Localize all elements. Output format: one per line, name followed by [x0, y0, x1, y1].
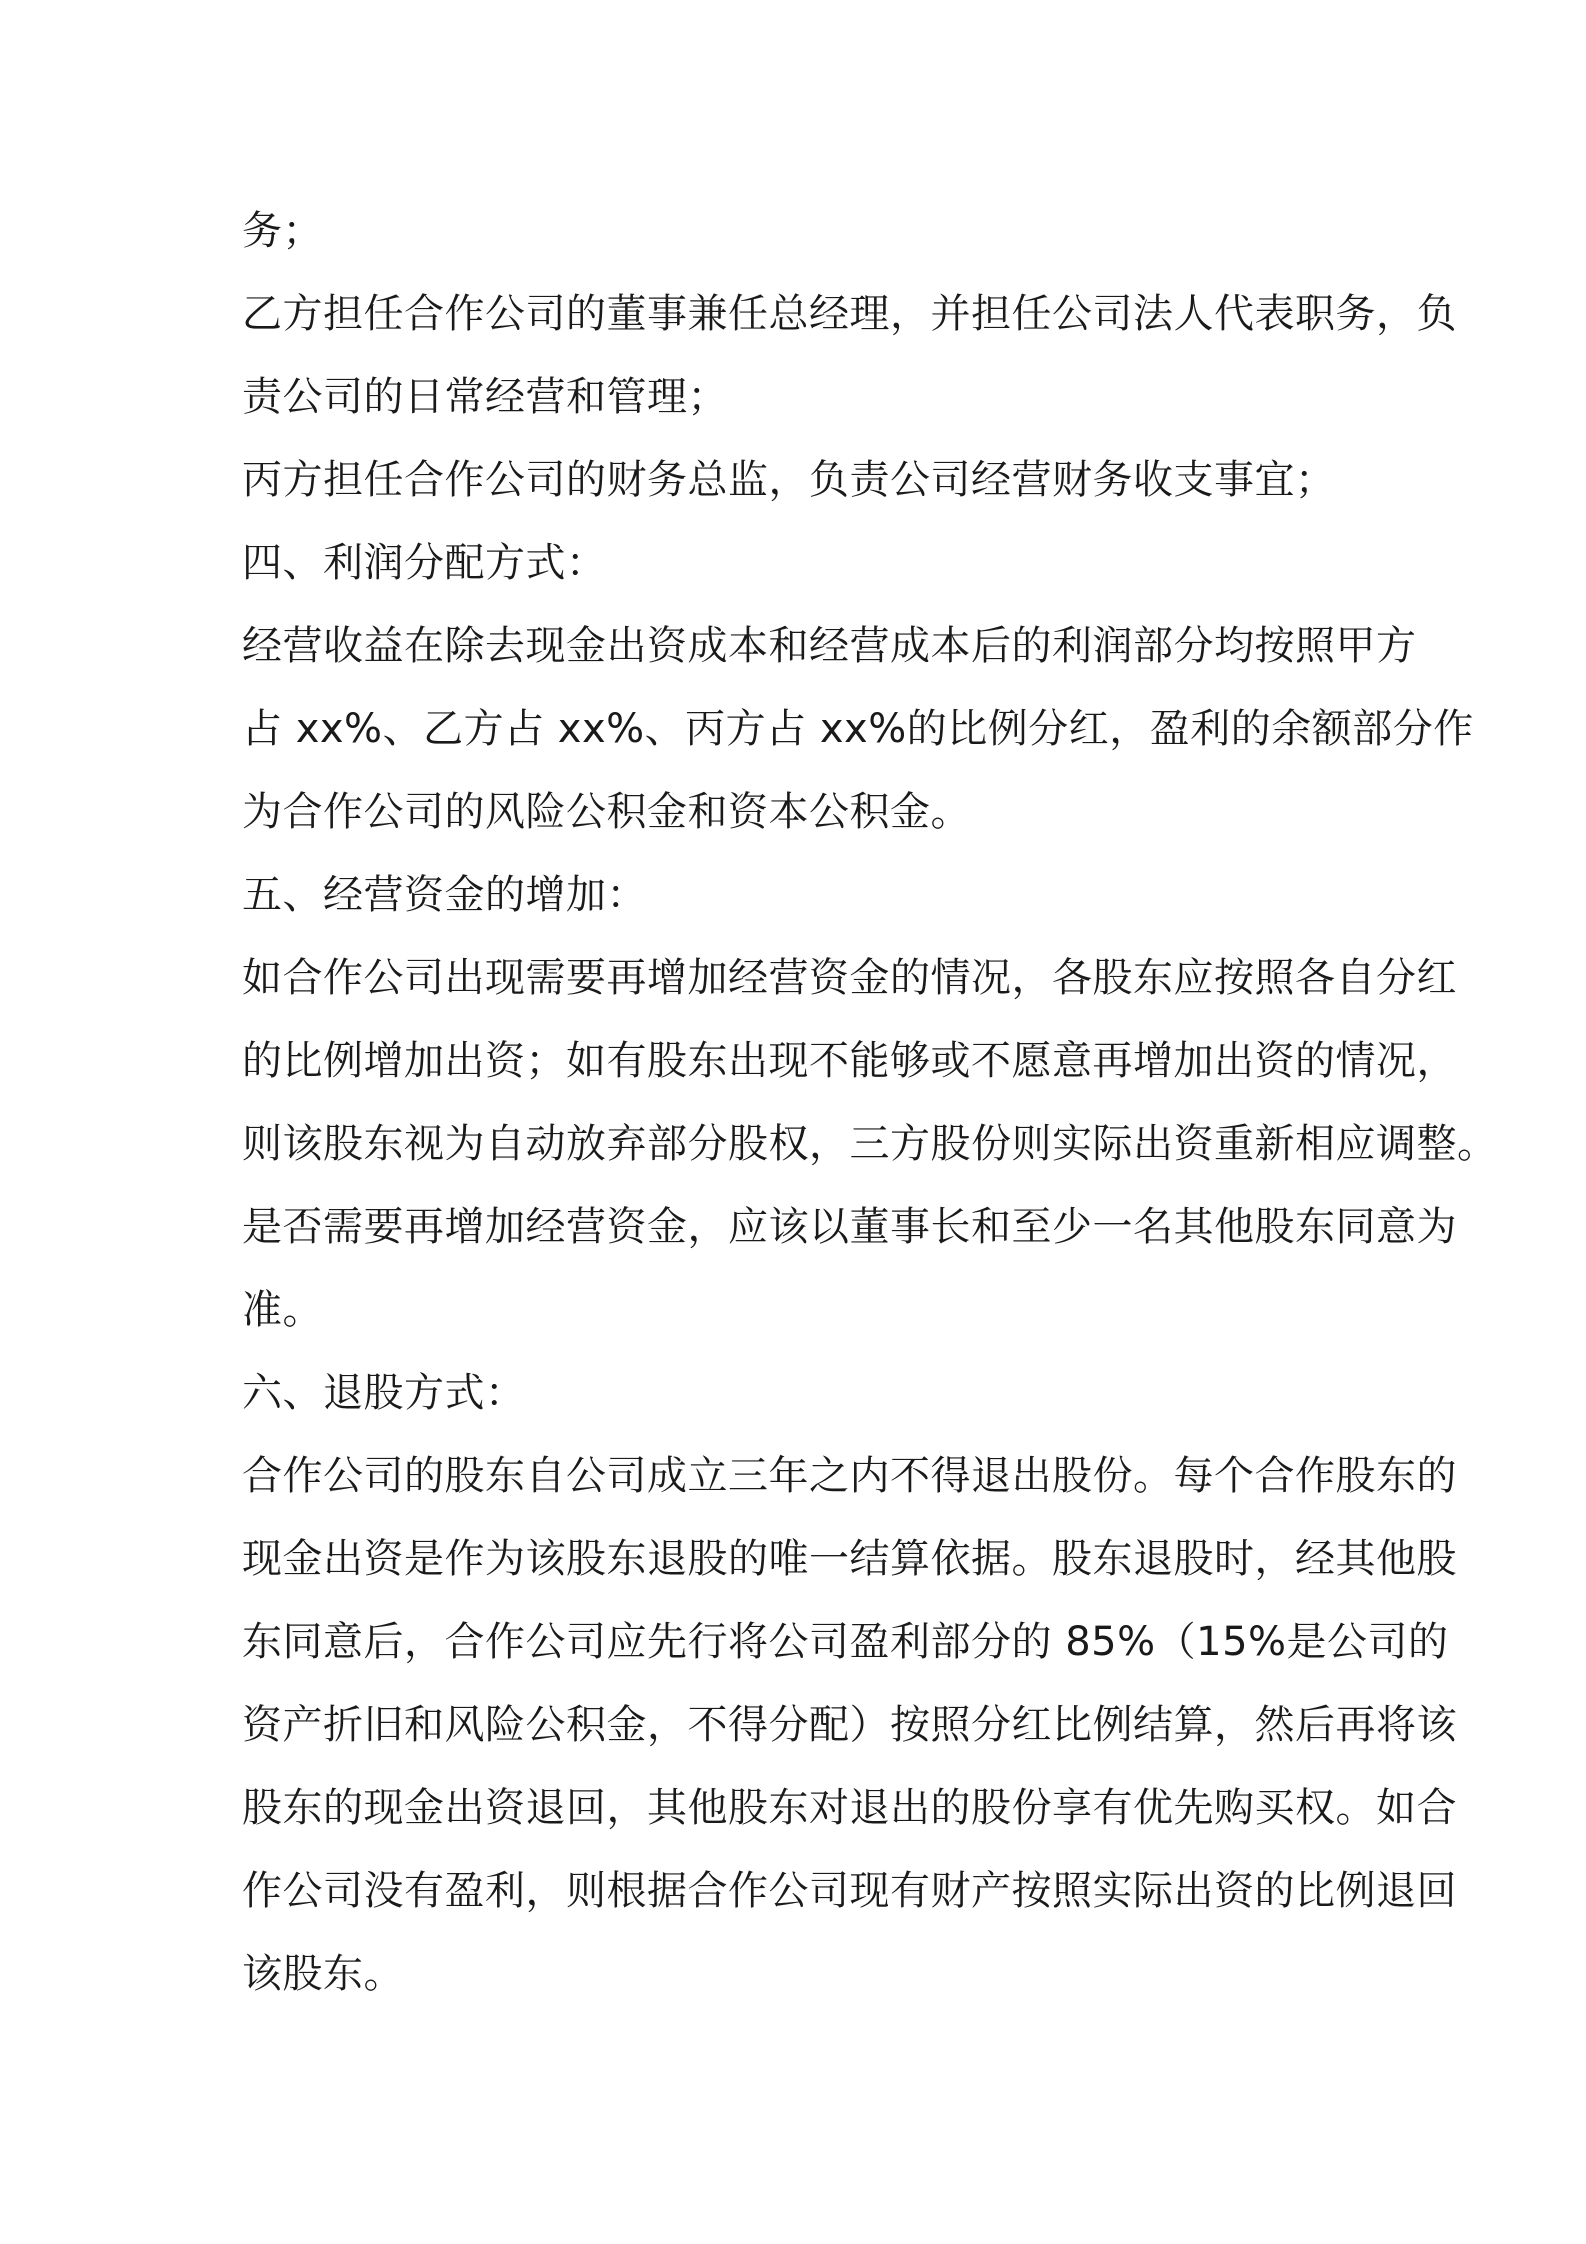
text-line: 合作公司的股东自公司成立三年之内不得退出股份。每个合作股东的: [242, 1453, 1457, 1499]
section-heading: 四、利润分配方式：: [242, 540, 607, 586]
text-line: 如合作公司出现需要再增加经营资金的情况，各股东应按照各自分红: [242, 955, 1457, 1001]
text-line: 现金出资是作为该股东退股的唯一结算依据。股东退股时，经其他股: [242, 1536, 1457, 1582]
text-line: 准。: [242, 1287, 323, 1333]
document-body: [242, 190, 1498, 2016]
text-line: 是否需要再增加经营资金，应该以董事长和至少一名其他股东同意为: [242, 1204, 1457, 1250]
text-line: 的比例增加出资；如有股东出现不能够或不愿意再增加出资的情况，: [242, 1038, 1457, 1084]
text-line: 作公司没有盈利，则根据合作公司现有财产按照实际出资的比例退回: [242, 1868, 1457, 1914]
text-line: 为合作公司的风险公积金和资本公积金。: [242, 789, 971, 835]
text-line: 经营收益在除去现金出资成本和经营成本后的利润部分均按照甲方: [242, 623, 1417, 669]
text-line: 资产折旧和风险公积金，不得分配）按照分红比例结算，然后再将该: [242, 1702, 1457, 1748]
section-heading: 六、退股方式：: [242, 1370, 526, 1416]
text-line: 乙方担任合作公司的董事兼任总经理，并担任公司法人代表职务，负: [242, 291, 1457, 337]
text-line: 责公司的日常经营和管理；: [242, 374, 728, 420]
text-line: 占 xx%、乙方占 xx%、丙方占 xx%的比例分红，盈利的余额部分作: [242, 706, 1474, 752]
text-line: 则该股东视为自动放弃部分股权，三方股份则实际出资重新相应调整。: [242, 1121, 1498, 1167]
text-line: 股东的现金出资退回，其他股东对退出的股份享有优先购买权。如合: [242, 1785, 1457, 1831]
section-heading: 五、经营资金的增加：: [242, 872, 647, 918]
text-line: 东同意后，合作公司应先行将公司盈利部分的 85%（15%是公司的: [242, 1619, 1449, 1665]
text-line: 该股东。: [242, 1951, 404, 1997]
text-line: 丙方担任合作公司的财务总监，负责公司经营财务收支事宜；: [242, 457, 1336, 503]
text-line: 务；: [242, 208, 323, 254]
